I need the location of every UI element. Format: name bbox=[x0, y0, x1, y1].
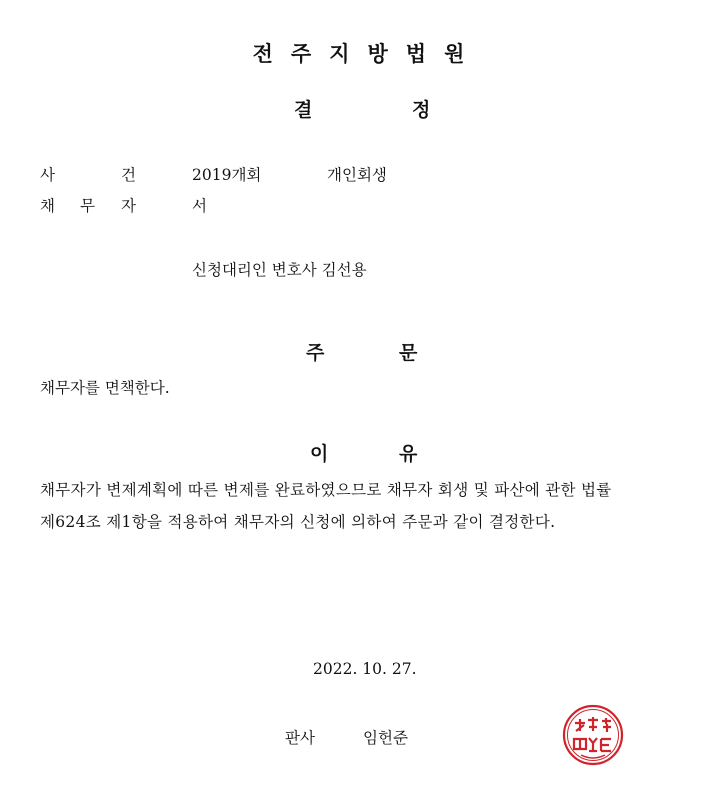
order-heading-char-1: 주 bbox=[306, 342, 325, 364]
case-label-char-2: 건 bbox=[121, 166, 136, 184]
case-number: 2019개회 bbox=[192, 166, 262, 184]
decision-date: 2022. 10. 27. bbox=[313, 660, 417, 678]
court-name: 전주지방법원 bbox=[252, 42, 483, 66]
reason-heading-char-1: 이 bbox=[310, 443, 329, 465]
case-type: 개인회생 bbox=[327, 166, 387, 184]
debtor-label-char-1: 채 bbox=[40, 197, 55, 215]
order-text: 채무자를 면책한다. bbox=[40, 379, 170, 397]
order-heading-char-2: 문 bbox=[399, 342, 418, 364]
judge-name: 임헌준 bbox=[363, 729, 408, 747]
judge-title: 판사 bbox=[285, 729, 315, 747]
case-label-char-1: 사 bbox=[40, 166, 55, 184]
reason-line-2: 제624조 제1항을 적용하여 채무자의 신청에 의하여 주문과 같이 결정한다. bbox=[40, 513, 556, 531]
court-seal-stamp bbox=[561, 703, 625, 767]
reason-line-1: 채무자가 변제계획에 따른 변제를 완료하였으므로 채무자 회생 및 파산에 관한 법률 bbox=[40, 481, 612, 499]
representative: 신청대리인 변호사 김선용 bbox=[192, 261, 367, 279]
debtor-label-char-2: 무 bbox=[80, 197, 95, 215]
debtor-name: 서 bbox=[192, 197, 207, 215]
doc-type-char-1: 결 bbox=[294, 99, 313, 121]
seal-icon bbox=[561, 703, 625, 767]
doc-type-char-2: 정 bbox=[412, 99, 431, 121]
debtor-label-char-3: 자 bbox=[121, 197, 136, 215]
reason-heading-char-2: 유 bbox=[399, 443, 418, 465]
